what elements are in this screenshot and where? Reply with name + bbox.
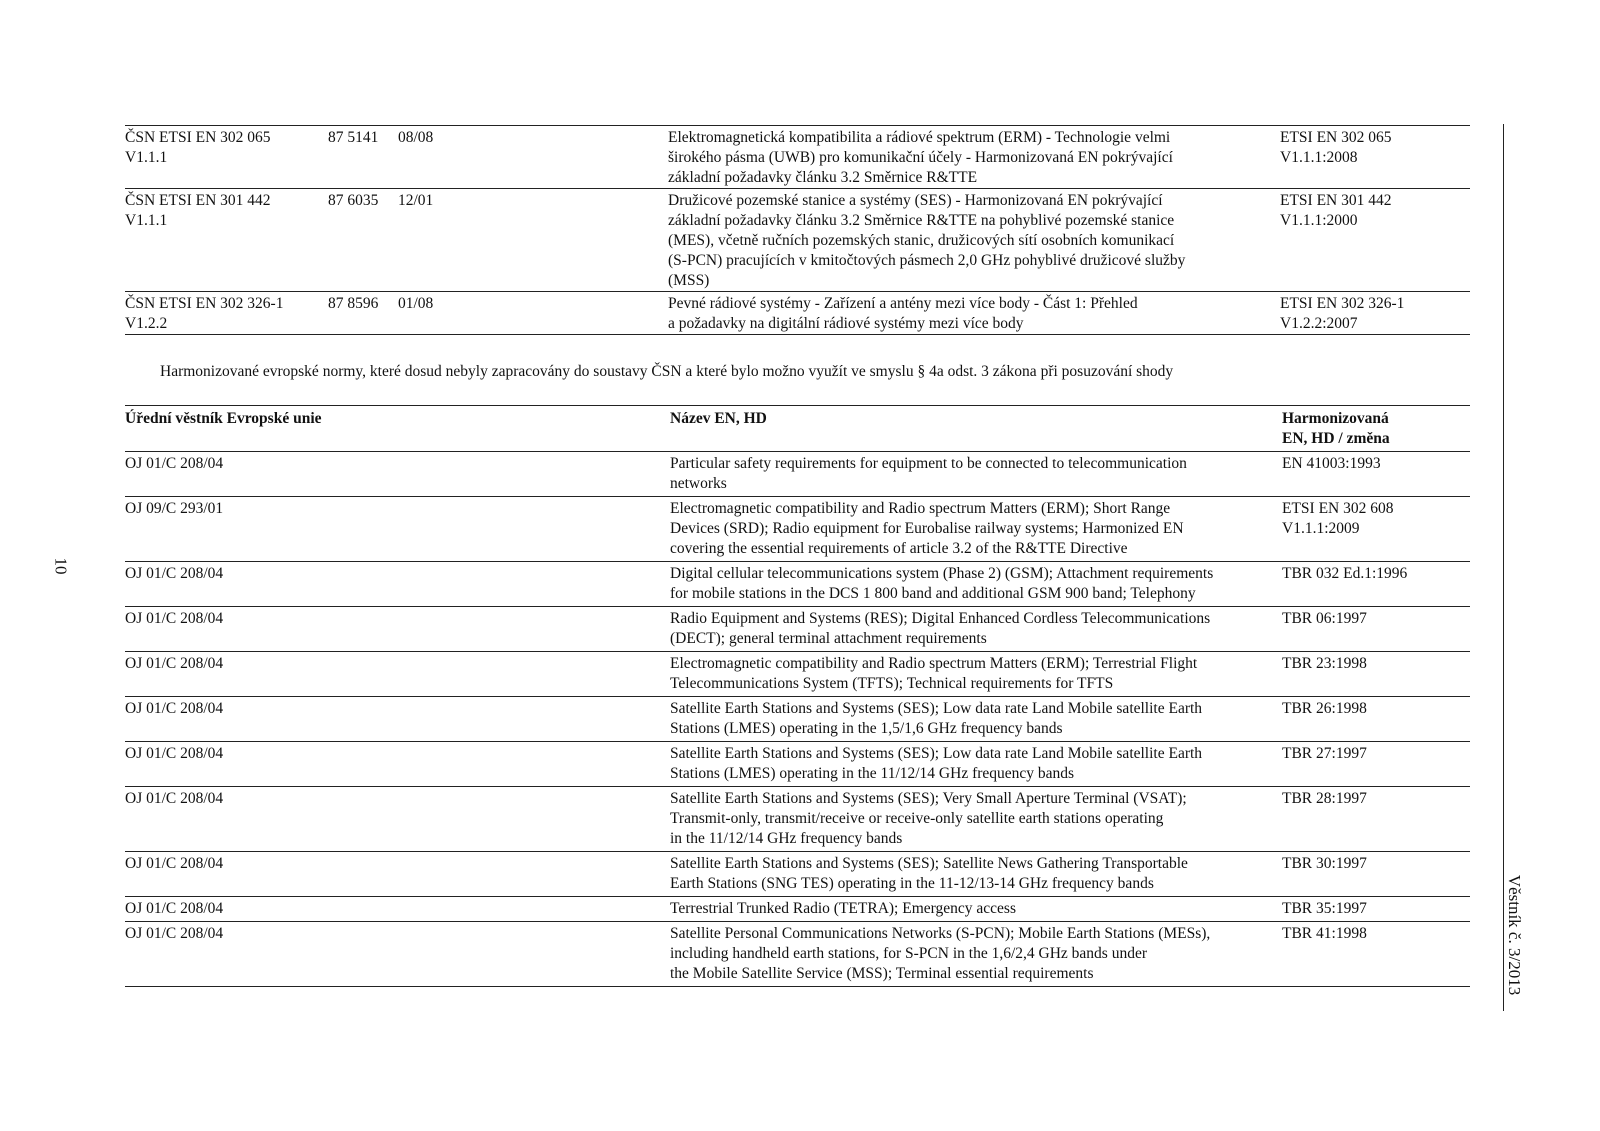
title-line: for mobile stations in the DCS 1 800 band and additional GSM 900 band; Telephony <box>670 585 1196 602</box>
title-line: covering the essential requirements of article 3.2 of the R&TTE Directive <box>670 540 1128 557</box>
title-cell <box>670 742 1282 787</box>
title-line: základní požadavky článku 3.2 Směrnice R&TTE na pohyblivé pozemské stanice <box>668 212 1175 229</box>
table-row <box>125 562 1470 607</box>
oj-reference: OJ 01/C 208/04 <box>125 790 224 807</box>
table-header-row <box>125 406 1470 452</box>
oj-reference: OJ 09/C 293/01 <box>125 500 224 517</box>
oj-reference: OJ 01/C 208/04 <box>125 900 224 917</box>
table-row <box>125 189 1470 292</box>
title-line: (MES), včetně ručních pozemských stanic, družicových sítí osobních komunikací <box>668 232 1175 249</box>
header-line: Harmonizovaná <box>1282 410 1389 427</box>
etsi-version: V1.1.1:2008 <box>1280 149 1358 166</box>
standard-code: ETSI EN 302 608 <box>1282 500 1394 517</box>
section-caption: Harmonizované evropské normy, které dosud nebyly zapracovány do soustavy ČSN a které bylo možno využít ve smyslu § 4a odst. 3 zákona při posuzování shody <box>160 363 1174 380</box>
csn-version: V1.1.1 <box>125 212 168 229</box>
title-cell <box>670 787 1282 852</box>
title-line: Digital cellular telecommunications system (Phase 2) (GSM); Attachment requirements <box>670 565 1214 582</box>
table-row <box>125 126 1470 189</box>
standard-ref: TBR 35:1997 <box>1282 900 1367 917</box>
title-line: (DECT); general terminal attachment requirements <box>670 630 987 647</box>
title-line: Transmit-only, transmit/receive or receive-only satellite earth stations operating <box>670 810 1164 827</box>
class-number: 87 8596 <box>328 295 379 312</box>
csn-code-cell <box>125 189 328 292</box>
issue-date: 08/08 <box>398 129 434 146</box>
title-line: (MSS) <box>668 272 710 289</box>
title-line: in the 11/12/14 GHz frequency bands <box>670 830 903 847</box>
standard-ref: TBR 30:1997 <box>1282 855 1367 872</box>
table-row <box>125 697 1470 742</box>
title-line: Radio Equipment and Systems (RES); Digital Enhanced Cordless Telecommunications <box>670 610 1211 627</box>
table-row <box>125 852 1470 897</box>
csn-version: V1.2.2 <box>125 315 168 332</box>
title-cell <box>670 652 1282 697</box>
title-line: Satellite Earth Stations and Systems (SES); Very Small Aperture Terminal (VSAT); <box>670 790 1187 807</box>
title-line: Elektromagnetická kompatibilita a rádiové spektrum (ERM) - Technologie velmi <box>668 129 1171 146</box>
standards-table-csn <box>125 125 1470 335</box>
title-cell <box>670 452 1282 497</box>
title-line: Stations (LMES) operating in the 11/12/14 GHz frequency bands <box>670 765 1075 782</box>
title-cell <box>670 562 1282 607</box>
column-header-harmonized <box>1282 406 1470 452</box>
csn-code-cell <box>125 292 328 335</box>
issue-date: 01/08 <box>398 295 434 312</box>
title-line: Satellite Earth Stations and Systems (SES); Low data rate Land Mobile satellite Earth <box>670 700 1203 717</box>
standard-ref: TBR 41:1998 <box>1282 925 1367 942</box>
csn-code: ČSN ETSI EN 302 065 <box>125 129 271 146</box>
csn-code: ČSN ETSI EN 302 326-1 <box>125 295 284 312</box>
table-row <box>125 292 1470 335</box>
title-line: základní požadavky článku 3.2 Směrnice R&TTE <box>668 169 978 186</box>
standard-version: V1.1.1:2009 <box>1282 520 1360 537</box>
title-line: Satellite Earth Stations and Systems (SES); Low data rate Land Mobile satellite Earth <box>670 745 1203 762</box>
etsi-cell <box>1280 292 1470 335</box>
title-line: Pevné rádiové systémy - Zařízení a antény mezi více body - Část 1: Přehled <box>668 295 1138 312</box>
oj-reference: OJ 01/C 208/04 <box>125 455 224 472</box>
column-header-oj: Úřední věstník Evropské unie <box>125 410 322 427</box>
oj-reference: OJ 01/C 208/04 <box>125 745 224 762</box>
class-number: 87 5141 <box>328 129 379 146</box>
standard-ref: TBR 23:1998 <box>1282 655 1367 672</box>
title-line: Electromagnetic compatibility and Radio spectrum Matters (ERM); Terrestrial Flight <box>670 655 1198 672</box>
oj-reference: OJ 01/C 208/04 <box>125 855 224 872</box>
oj-reference: OJ 01/C 208/04 <box>125 610 224 627</box>
title-line: Telecommunications System (TFTS); Technical requirements for TFTS <box>670 675 1114 692</box>
title-cell <box>668 292 1280 335</box>
standard-ref: TBR 06:1997 <box>1282 610 1367 627</box>
class-number: 87 6035 <box>328 192 379 209</box>
title-line: (S-PCN) pracujících v kmitočtových pásmech 2,0 GHz pohyblivé družicové služby <box>668 252 1186 269</box>
table-row <box>125 897 1470 922</box>
table-row <box>125 607 1470 652</box>
etsi-code: ETSI EN 302 326-1 <box>1280 295 1405 312</box>
title-cell <box>670 897 1282 922</box>
standard-ref: TBR 28:1997 <box>1282 790 1367 807</box>
title-line: Electromagnetic compatibility and Radio spectrum Matters (ERM); Short Range <box>670 500 1171 517</box>
title-cell <box>670 922 1282 987</box>
table-row <box>125 652 1470 697</box>
harmonized-standards-table <box>125 405 1470 987</box>
page-number: 10 <box>51 557 71 575</box>
title-line: Terrestrial Trunked Radio (TETRA); Emergency access <box>670 900 1016 917</box>
table-row <box>125 452 1470 497</box>
standard-ref: TBR 27:1997 <box>1282 745 1367 762</box>
etsi-version: V1.2.2:2007 <box>1280 315 1358 332</box>
csn-code: ČSN ETSI EN 301 442 <box>125 192 271 209</box>
table-row <box>125 787 1470 852</box>
header-line: EN, HD / změna <box>1282 430 1390 447</box>
etsi-version: V1.1.1:2000 <box>1280 212 1358 229</box>
oj-reference: OJ 01/C 208/04 <box>125 700 224 717</box>
title-cell <box>668 126 1280 189</box>
issue-date: 12/01 <box>398 192 434 209</box>
standard-ref: TBR 032 Ed.1:1996 <box>1282 565 1408 582</box>
title-line: širokého pásma (UWB) pro komunikační účely - Harmonizovaná EN pokrývající <box>668 149 1173 166</box>
table-row <box>125 742 1470 787</box>
standard-ref <box>1282 497 1470 562</box>
title-line: networks <box>670 475 727 492</box>
title-line: Stations (LMES) operating in the 1,5/1,6 GHz frequency bands <box>670 720 1063 737</box>
title-line: the Mobile Satellite Service (MSS); Terminal essential requirements <box>670 965 1094 982</box>
journal-label: Věstník č. 3/2013 <box>1505 874 1524 996</box>
title-line: Satellite Personal Communications Networks (S-PCN); Mobile Earth Stations (MESs), <box>670 925 1211 942</box>
title-line: Particular safety requirements for equipment to be connected to telecommunication <box>670 455 1187 472</box>
title-cell <box>670 607 1282 652</box>
etsi-code: ETSI EN 301 442 <box>1280 192 1392 209</box>
title-cell <box>670 852 1282 897</box>
etsi-cell <box>1280 189 1470 292</box>
standard-ref: TBR 26:1998 <box>1282 700 1367 717</box>
title-line: Devices (SRD); Radio equipment for Eurobalise railway systems; Harmonized EN <box>670 520 1184 537</box>
title-line: a požadavky na digitální rádiové systémy mezi více body <box>668 315 1024 332</box>
title-cell <box>670 497 1282 562</box>
title-cell <box>670 697 1282 742</box>
standard-ref: EN 41003:1993 <box>1282 455 1381 472</box>
csn-code-cell <box>125 126 328 189</box>
oj-reference: OJ 01/C 208/04 <box>125 565 224 582</box>
title-line: Earth Stations (SNG TES) operating in the 11-12/13-14 GHz frequency bands <box>670 875 1154 892</box>
oj-reference: OJ 01/C 208/04 <box>125 925 224 942</box>
oj-reference: OJ 01/C 208/04 <box>125 655 224 672</box>
column-header-title: Název EN, HD <box>670 410 767 427</box>
title-line: Družicové pozemské stanice a systémy (SES) - Harmonizovaná EN pokrývající <box>668 192 1163 209</box>
etsi-cell <box>1280 126 1470 189</box>
title-line: including handheld earth stations, for S-PCN in the 1,6/2,4 GHz bands under <box>670 945 1147 962</box>
csn-version: V1.1.1 <box>125 149 168 166</box>
table-row <box>125 497 1470 562</box>
etsi-code: ETSI EN 302 065 <box>1280 129 1392 146</box>
title-cell <box>668 189 1280 292</box>
title-line: Satellite Earth Stations and Systems (SES); Satellite News Gathering Transportable <box>670 855 1188 872</box>
table-row <box>125 922 1470 987</box>
